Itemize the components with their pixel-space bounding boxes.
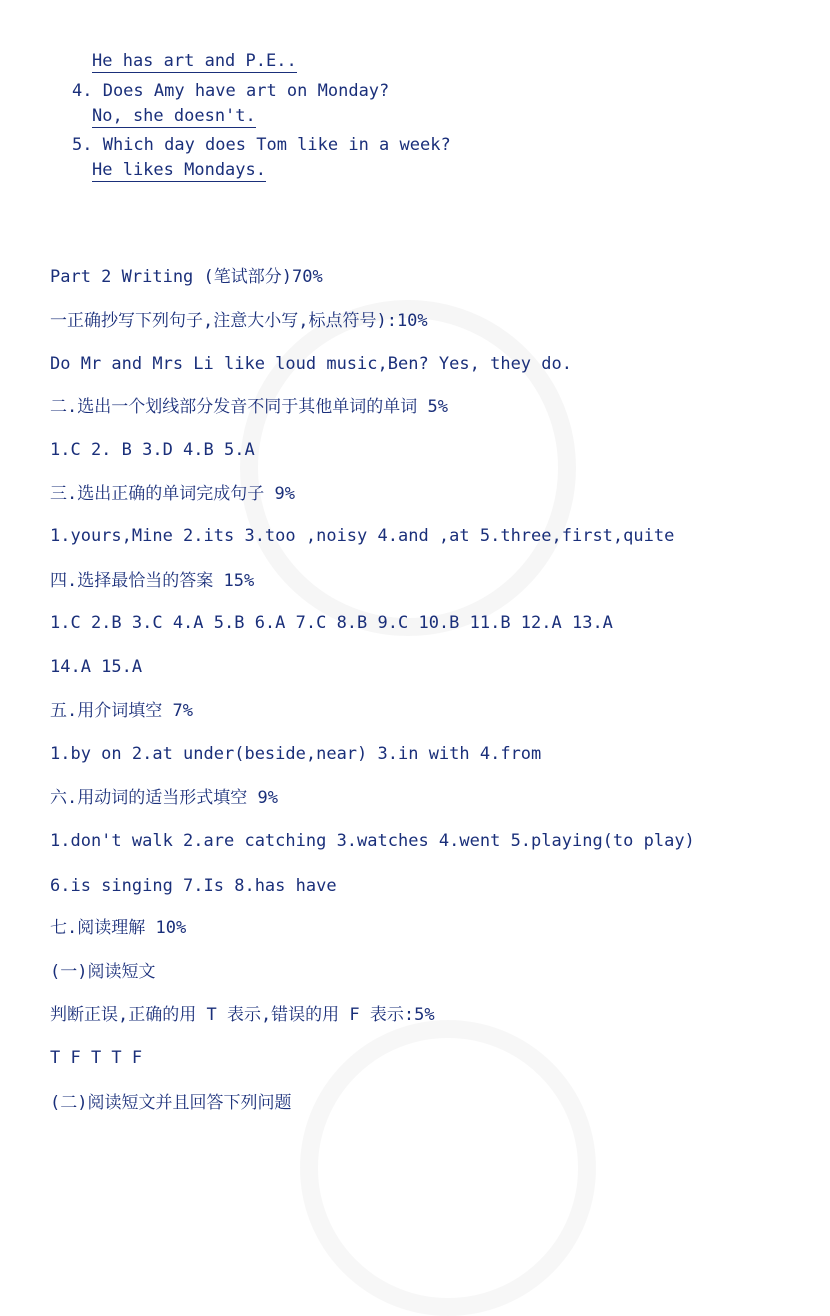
section2-answer: 1.C 2. B 3.D 4.B 5.A: [50, 440, 255, 460]
section2-heading: 二.选出一个划线部分发音不同于其他单词的单词 5%: [50, 397, 448, 417]
section6-heading: 六.用动词的适当形式填空 9%: [50, 788, 278, 808]
section5-heading: 五.用介词填空 7%: [50, 701, 193, 721]
part2-title: Part 2 Writing (笔试部分)70%: [50, 267, 323, 287]
section7-heading: 七.阅读理解 10%: [50, 918, 187, 938]
section4-heading: 四.选择最恰当的答案 15%: [50, 571, 255, 591]
section7-sub1-answer: T F T T F: [50, 1048, 143, 1068]
section3-answer: 1.yours,Mine 2.its 3.too ,noisy 4.and ,at 5.three,first,quite: [50, 526, 675, 546]
q4-answer: No, she doesn't.: [92, 106, 256, 126]
q4-question: 4. Does Amy have art on Monday?: [72, 81, 390, 101]
watermark: [240, 300, 576, 636]
watermark: [300, 1020, 596, 1316]
section1-heading: 一正确抄写下列句子,注意大小写,标点符号):10%: [50, 311, 428, 331]
section6-answer: 1.don't walk 2.are catching 3.watches 4.went 5.playing(to play): [50, 831, 695, 851]
section6-answer: 6.is singing 7.Is 8.has have: [50, 876, 337, 896]
section5-answer: 1.by on 2.at under(beside,near) 3.in with 4.from: [50, 744, 542, 764]
section7-sub1-heading: (一)阅读短文: [50, 962, 156, 982]
section7-sub2-heading: (二)阅读短文并且回答下列问题: [50, 1093, 292, 1113]
section4-answer: 1.C 2.B 3.C 4.A 5.B 6.A 7.C 8.B 9.C 10.B 11.B 12.A 13.A: [50, 613, 613, 633]
q3-answer: He has art and P.E..: [92, 51, 297, 71]
q5-answer: He likes Mondays.: [92, 160, 266, 180]
section4-answer: 14.A 15.A: [50, 657, 143, 677]
section3-heading: 三.选出正确的单词完成句子 9%: [50, 484, 295, 504]
q5-question: 5. Which day does Tom like in a week?: [72, 135, 451, 155]
section7-sub1-instruction: 判断正误,正确的用 T 表示,错误的用 F 表示:5%: [50, 1005, 435, 1025]
section1-answer: Do Mr and Mrs Li like loud music,Ben? Yes, they do.: [50, 354, 572, 374]
